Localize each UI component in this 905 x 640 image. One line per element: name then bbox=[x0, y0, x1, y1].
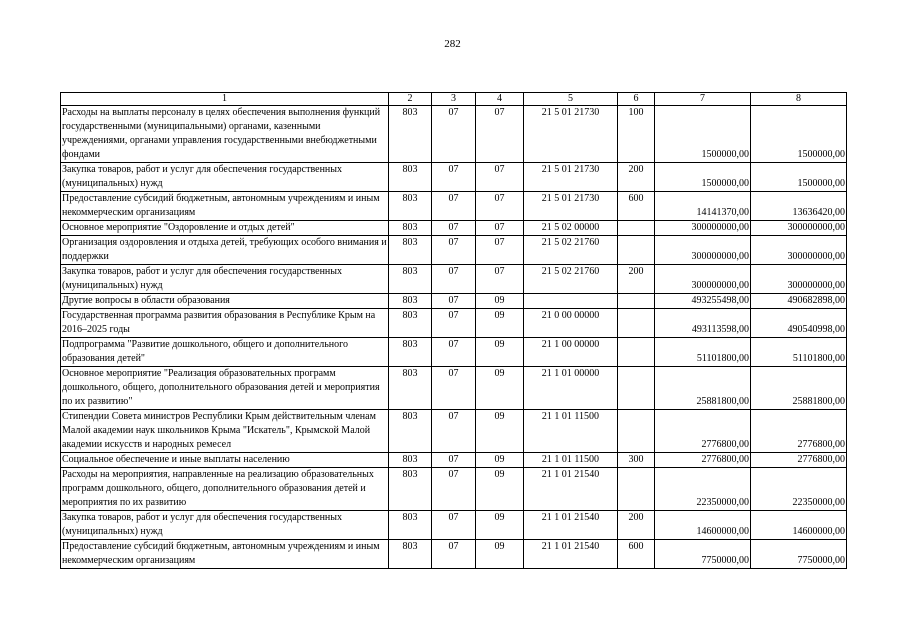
page-number: 282 bbox=[444, 38, 461, 50]
row-subsection-cell: 07 bbox=[476, 106, 524, 163]
row-amount-cell: 490540998,00 bbox=[751, 309, 847, 338]
row-target-cell: 21 1 01 21540 bbox=[524, 468, 618, 511]
row-amount-cell: 2776800,00 bbox=[655, 410, 751, 453]
row-name-cell: Организация оздоровления и отдыха детей, требующих особого внимания и поддержки bbox=[61, 236, 389, 265]
row-code-cell: 803 bbox=[389, 468, 432, 511]
row-amount-cell: 7750000,00 bbox=[655, 540, 751, 569]
row-target-cell: 21 1 01 21540 bbox=[524, 540, 618, 569]
table-row bbox=[61, 410, 847, 453]
row-code-cell: 803 bbox=[389, 338, 432, 367]
row-name-cell: Закупка товаров, работ и услуг для обеспечения государственных (муниципальных) нужд bbox=[61, 163, 389, 192]
row-subsection-cell: 09 bbox=[476, 468, 524, 511]
row-amount-cell: 1500000,00 bbox=[655, 106, 751, 163]
row-code-cell: 803 bbox=[389, 367, 432, 410]
row-amount-cell: 13636420,00 bbox=[751, 192, 847, 221]
header-cell: 2 bbox=[389, 93, 432, 106]
header-cell: 3 bbox=[432, 93, 476, 106]
row-amount-cell: 490682898,00 bbox=[751, 294, 847, 309]
row-name-cell: Предоставление субсидий бюджетным, автономным учреждениям и иным некоммерческим организациям bbox=[61, 192, 389, 221]
row-target-cell: 21 5 02 21760 bbox=[524, 265, 618, 294]
row-subsection-cell: 07 bbox=[476, 221, 524, 236]
row-amount-cell: 2776800,00 bbox=[655, 453, 751, 468]
row-subsection-cell: 09 bbox=[476, 540, 524, 569]
header-row bbox=[61, 93, 847, 106]
header-cell: 7 bbox=[655, 93, 751, 106]
row-name-cell: Закупка товаров, работ и услуг для обеспечения государственных (муниципальных) нужд bbox=[61, 511, 389, 540]
row-subsection-cell: 09 bbox=[476, 410, 524, 453]
row-amount-cell: 493113598,00 bbox=[655, 309, 751, 338]
row-amount-cell: 14600000,00 bbox=[751, 511, 847, 540]
row-type-cell: 200 bbox=[618, 163, 655, 192]
row-subsection-cell: 07 bbox=[476, 192, 524, 221]
row-type-cell: 300 bbox=[618, 453, 655, 468]
row-code-cell: 803 bbox=[389, 511, 432, 540]
row-amount-cell: 2776800,00 bbox=[751, 410, 847, 453]
row-amount-cell: 14600000,00 bbox=[655, 511, 751, 540]
row-section-cell: 07 bbox=[432, 294, 476, 309]
row-subsection-cell: 09 bbox=[476, 511, 524, 540]
row-name-cell: Закупка товаров, работ и услуг для обеспечения государственных (муниципальных) нужд bbox=[61, 265, 389, 294]
row-code-cell: 803 bbox=[389, 106, 432, 163]
row-type-cell bbox=[618, 294, 655, 309]
table-row bbox=[61, 221, 847, 236]
row-amount-cell: 14141370,00 bbox=[655, 192, 751, 221]
row-subsection-cell: 07 bbox=[476, 163, 524, 192]
table-row bbox=[61, 163, 847, 192]
table-row bbox=[61, 236, 847, 265]
row-code-cell: 803 bbox=[389, 453, 432, 468]
row-name-cell: Государственная программа развития образования в Республике Крым на 2016–2025 годы bbox=[61, 309, 389, 338]
row-name-cell: Основное мероприятие "Оздоровление и отдых детей" bbox=[61, 221, 389, 236]
row-target-cell: 21 5 02 21760 bbox=[524, 236, 618, 265]
row-target-cell: 21 5 02 00000 bbox=[524, 221, 618, 236]
row-name-cell: Предоставление субсидий бюджетным, автономным учреждениям и иным некоммерческим организациям bbox=[61, 540, 389, 569]
row-section-cell: 07 bbox=[432, 106, 476, 163]
row-type-cell bbox=[618, 410, 655, 453]
row-type-cell: 200 bbox=[618, 265, 655, 294]
row-amount-cell: 2776800,00 bbox=[751, 453, 847, 468]
row-section-cell: 07 bbox=[432, 236, 476, 265]
row-subsection-cell: 09 bbox=[476, 367, 524, 410]
row-code-cell: 803 bbox=[389, 221, 432, 236]
row-section-cell: 07 bbox=[432, 410, 476, 453]
budget-table bbox=[60, 92, 847, 569]
row-section-cell: 07 bbox=[432, 338, 476, 367]
row-type-cell: 600 bbox=[618, 192, 655, 221]
row-section-cell: 07 bbox=[432, 540, 476, 569]
row-type-cell bbox=[618, 221, 655, 236]
table-row bbox=[61, 192, 847, 221]
row-code-cell: 803 bbox=[389, 163, 432, 192]
row-code-cell: 803 bbox=[389, 410, 432, 453]
header-cell: 8 bbox=[751, 93, 847, 106]
row-section-cell: 07 bbox=[432, 367, 476, 410]
row-amount-cell: 1500000,00 bbox=[751, 163, 847, 192]
table-row bbox=[61, 106, 847, 163]
table-row bbox=[61, 309, 847, 338]
table-row bbox=[61, 540, 847, 569]
row-target-cell: 21 1 01 21540 bbox=[524, 511, 618, 540]
row-target-cell: 21 1 00 00000 bbox=[524, 338, 618, 367]
row-amount-cell: 51101800,00 bbox=[655, 338, 751, 367]
row-code-cell: 803 bbox=[389, 265, 432, 294]
row-target-cell: 21 5 01 21730 bbox=[524, 106, 618, 163]
table-row bbox=[61, 453, 847, 468]
row-section-cell: 07 bbox=[432, 453, 476, 468]
row-type-cell bbox=[618, 468, 655, 511]
row-amount-cell: 22350000,00 bbox=[655, 468, 751, 511]
header-cell: 5 bbox=[524, 93, 618, 106]
row-amount-cell: 25881800,00 bbox=[751, 367, 847, 410]
row-name-cell: Другие вопросы в области образования bbox=[61, 294, 389, 309]
row-amount-cell: 51101800,00 bbox=[751, 338, 847, 367]
row-code-cell: 803 bbox=[389, 540, 432, 569]
row-subsection-cell: 09 bbox=[476, 294, 524, 309]
row-type-cell: 100 bbox=[618, 106, 655, 163]
row-code-cell: 803 bbox=[389, 294, 432, 309]
row-amount-cell: 1500000,00 bbox=[655, 163, 751, 192]
row-section-cell: 07 bbox=[432, 163, 476, 192]
row-amount-cell: 493255498,00 bbox=[655, 294, 751, 309]
row-section-cell: 07 bbox=[432, 511, 476, 540]
row-subsection-cell: 07 bbox=[476, 265, 524, 294]
table-row bbox=[61, 511, 847, 540]
row-target-cell: 21 5 01 21730 bbox=[524, 163, 618, 192]
row-name-cell: Основное мероприятие "Реализация образовательных программ дошкольного, общего, дополнительного образования детей и мероприятия по их развитию" bbox=[61, 367, 389, 410]
row-subsection-cell: 09 bbox=[476, 309, 524, 338]
row-code-cell: 803 bbox=[389, 192, 432, 221]
row-section-cell: 07 bbox=[432, 309, 476, 338]
row-section-cell: 07 bbox=[432, 265, 476, 294]
row-amount-cell: 22350000,00 bbox=[751, 468, 847, 511]
row-target-cell: 21 1 01 11500 bbox=[524, 453, 618, 468]
header-cell: 4 bbox=[476, 93, 524, 106]
table-row bbox=[61, 367, 847, 410]
row-amount-cell: 300000000,00 bbox=[655, 221, 751, 236]
row-amount-cell: 25881800,00 bbox=[655, 367, 751, 410]
table-row bbox=[61, 338, 847, 367]
row-amount-cell: 300000000,00 bbox=[655, 265, 751, 294]
row-amount-cell: 300000000,00 bbox=[751, 236, 847, 265]
row-target-cell bbox=[524, 294, 618, 309]
table-row bbox=[61, 468, 847, 511]
row-type-cell bbox=[618, 338, 655, 367]
row-name-cell: Социальное обеспечение и иные выплаты населению bbox=[61, 453, 389, 468]
row-amount-cell: 7750000,00 bbox=[751, 540, 847, 569]
row-name-cell: Подпрограмма "Развитие дошкольного, общего и дополнительного образования детей" bbox=[61, 338, 389, 367]
row-name-cell: Расходы на мероприятия, направленные на реализацию образовательных программ дошкольного, общего, дополнительного образования детей и мероприятия по их развитию bbox=[61, 468, 389, 511]
table-row bbox=[61, 265, 847, 294]
row-name-cell: Стипендии Совета министров Республики Крым действительным членам Малой академии наук школьников Крыма "Искатель", Крымской Малой академии искусств и народных ремесел bbox=[61, 410, 389, 453]
table-row bbox=[61, 294, 847, 309]
row-section-cell: 07 bbox=[432, 468, 476, 511]
row-type-cell bbox=[618, 236, 655, 265]
row-target-cell: 21 1 01 11500 bbox=[524, 410, 618, 453]
row-target-cell: 21 1 01 00000 bbox=[524, 367, 618, 410]
row-amount-cell: 300000000,00 bbox=[655, 236, 751, 265]
row-amount-cell: 1500000,00 bbox=[751, 106, 847, 163]
row-section-cell: 07 bbox=[432, 221, 476, 236]
row-type-cell bbox=[618, 309, 655, 338]
row-section-cell: 07 bbox=[432, 192, 476, 221]
header-cell: 6 bbox=[618, 93, 655, 106]
row-type-cell bbox=[618, 367, 655, 410]
row-code-cell: 803 bbox=[389, 236, 432, 265]
header-cell: 1 bbox=[61, 93, 389, 106]
row-amount-cell: 300000000,00 bbox=[751, 221, 847, 236]
row-name-cell: Расходы на выплаты персоналу в целях обеспечения выполнения функций государственными (муниципальными) органами, казенными учреждениями, органами управления государственными внебюджетными фондами bbox=[61, 106, 389, 163]
row-amount-cell: 300000000,00 bbox=[751, 265, 847, 294]
row-target-cell: 21 0 00 00000 bbox=[524, 309, 618, 338]
row-type-cell: 200 bbox=[618, 511, 655, 540]
row-code-cell: 803 bbox=[389, 309, 432, 338]
row-target-cell: 21 5 01 21730 bbox=[524, 192, 618, 221]
row-subsection-cell: 09 bbox=[476, 453, 524, 468]
row-subsection-cell: 09 bbox=[476, 338, 524, 367]
row-subsection-cell: 07 bbox=[476, 236, 524, 265]
row-type-cell: 600 bbox=[618, 540, 655, 569]
